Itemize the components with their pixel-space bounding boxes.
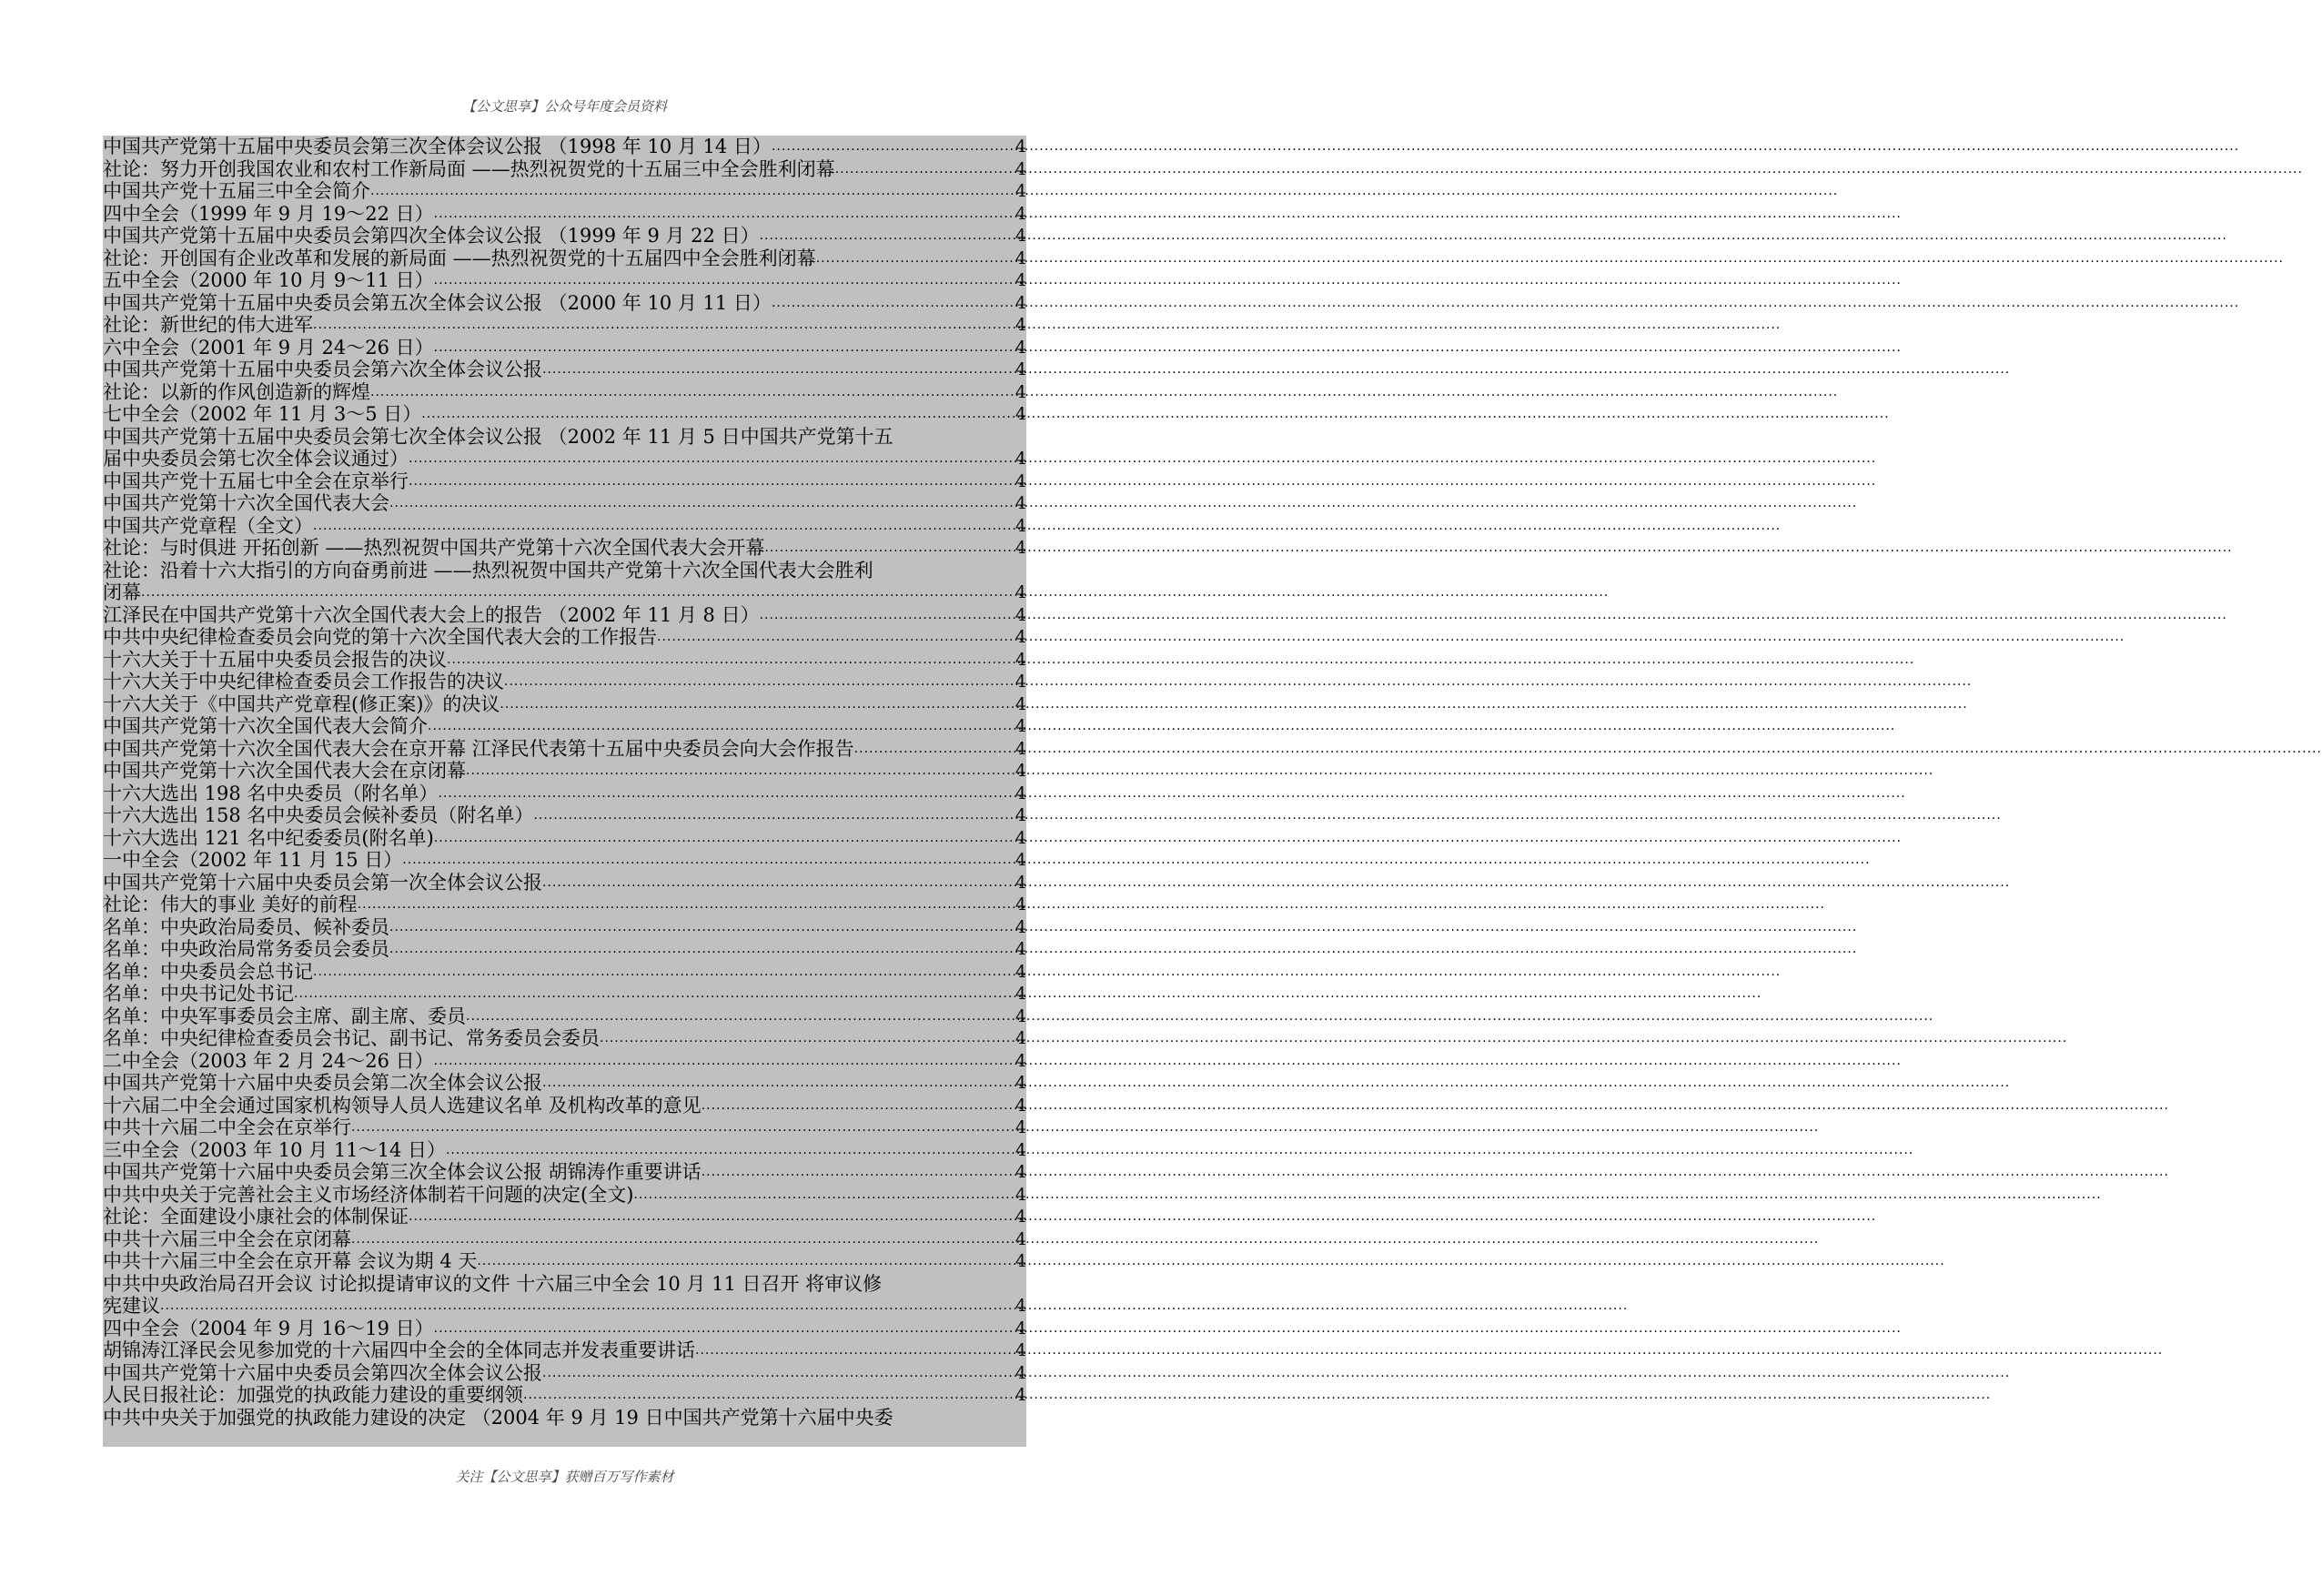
toc-entry[interactable] [103, 1139, 1026, 1162]
toc-entry-page: 4 [1015, 693, 1026, 714]
toc-entry-title: 中共中央纪律检查委员会向党的第十六次全国代表大会的工作报告 [103, 626, 657, 648]
dot-leader [466, 1005, 1015, 1028]
toc-entry-title: 社论：新世纪的伟大进军 [103, 314, 313, 336]
toc-entry[interactable] [103, 359, 1026, 381]
dot-leader [434, 337, 1015, 359]
toc-entry[interactable] [103, 426, 1026, 470]
toc-entry-page: 4 [1015, 1073, 1026, 1093]
toc-entry-title: 中共十六届三中全会在京开幕 会议为期 4 天 [103, 1250, 478, 1272]
toc-entry-page: 4 [1015, 203, 1026, 224]
toc-entry-title: 中国共产党第十六届中央委员会第四次全体会议公报 [103, 1361, 542, 1384]
toc-entry[interactable] [103, 537, 1026, 560]
page-footer: 关注【公文思享】获赠百万写作素材 [455, 1469, 674, 1485]
dot-leader [854, 738, 1015, 761]
toc-entry[interactable] [103, 470, 1026, 493]
toc-entry[interactable] [103, 1116, 1026, 1139]
toc-entry-title: 名单：中央委员会总书记 [103, 960, 313, 983]
toc-entry[interactable] [103, 827, 1026, 850]
toc-entry[interactable] [103, 158, 1026, 181]
toc-entry-page: 4 [1015, 1117, 1026, 1137]
dot-leader [477, 1250, 1015, 1273]
toc-entry-title: 中国共产党第十六届中央委员会第三次全体会议公报 胡锦涛作重要讲话 [103, 1161, 702, 1183]
dot-leader [695, 1339, 1015, 1362]
toc-entry-title: 社论：沿着十六大指引的方向奋勇前进 ——热烈祝贺中国共产党第十六次全国代表大会胜利 [103, 559, 873, 581]
toc-entry[interactable] [103, 1362, 1026, 1385]
toc-entry-title: 一中全会（2002 年 11 月 15 日） [103, 849, 403, 871]
toc-entry-title: 四中全会（1999 年 9 月 19～22 日） [103, 202, 434, 225]
toc-entry-title: 中共中央政治局召开会议 讨论拟提请审议的文件 十六届三中全会 10 月 11 日召开 将审议修 [103, 1272, 883, 1295]
toc-entry[interactable] [103, 693, 1026, 716]
dot-leader [389, 492, 1015, 515]
toc-entry-title: 中国共产党第十五届中央委员会第三次全体会议公报 （1998 年 10 月 14 日） [103, 136, 772, 157]
toc-entry-title: 胡锦涛江泽民会见参加党的十六届四中全会的全体同志并发表重要讲话 [103, 1339, 695, 1361]
toc-entry[interactable] [103, 1206, 1026, 1228]
toc-entry-title: 社论：以新的作风创造新的辉煌 [103, 380, 370, 403]
toc-entry-page: 4 [1015, 1184, 1026, 1205]
toc-entry[interactable] [103, 225, 1026, 247]
toc-entry[interactable] [103, 515, 1026, 538]
toc-entry-page: 4 [1015, 1296, 1026, 1316]
toc-entry-page: 4 [1015, 916, 1026, 937]
toc-entry[interactable] [103, 626, 1026, 649]
dot-leader [402, 849, 1015, 872]
dot-leader [657, 626, 1015, 649]
dot-leader [294, 983, 1015, 1005]
toc-entry-page: 4 [1015, 1139, 1026, 1160]
toc-entry-title: 十六大选出 121 名中纪委委员(附名单) [103, 826, 434, 849]
dot-leader [500, 693, 1015, 716]
dot-leader [633, 1184, 1015, 1207]
toc-entry[interactable] [103, 136, 1026, 158]
toc-entry-page: 4 [1015, 1095, 1026, 1116]
toc-entry-title: 名单：中央纪律检查委员会书记、副书记、常务委员会委员 [103, 1027, 600, 1049]
toc-entry-title: 四中全会（2004 年 9 月 16～19 日） [103, 1317, 434, 1339]
toc-entry-title-continued: 届中央委员会第七次全体会议通过） [103, 448, 409, 470]
toc-entry[interactable] [103, 671, 1026, 693]
toc-entry[interactable] [103, 961, 1026, 984]
toc-entry-page: 4 [1015, 984, 1026, 1004]
toc-entry-title: 十六大选出 158 名中央委员会候补委员（附名单） [103, 804, 534, 826]
dot-leader [313, 961, 1015, 984]
dot-leader [542, 1072, 1015, 1095]
toc-entry-page: 4 [1015, 270, 1026, 290]
toc-entry-page: 4 [1015, 649, 1026, 670]
toc-entry-page: 4 [1015, 627, 1026, 647]
dot-leader [434, 1050, 1015, 1073]
toc-entry-title: 社论：努力开创我国农业和农村工作新局面 ——热烈祝贺党的十五届三中全会胜利闭幕 [103, 157, 835, 180]
toc-entry[interactable] [103, 760, 1026, 783]
toc-entry-title: 社论：全面建设小康社会的体制保证 [103, 1206, 409, 1227]
toc-entry[interactable] [103, 938, 1026, 961]
toc-entry-title: 中国共产党第十六届中央委员会第一次全体会议公报 [103, 871, 542, 894]
dot-leader [772, 292, 1015, 315]
dot-leader [816, 247, 1015, 270]
dot-leader [141, 581, 1015, 604]
dot-leader [409, 1206, 1015, 1228]
dot-leader [447, 649, 1015, 672]
dot-leader [764, 537, 1015, 560]
dot-leader [428, 715, 1015, 738]
toc-entry-title: 中国共产党第十六次全国代表大会在京闭幕 [103, 760, 466, 782]
toc-entry-title: 十六大关于十五届中央委员会报告的决议 [103, 648, 447, 671]
toc-entry-page: 4 [1015, 1318, 1026, 1338]
toc-entry-title: 中共中央关于完善社会主义市场经济体制若干问题的决定(全文) [103, 1183, 634, 1206]
toc-entry[interactable] [103, 1027, 1026, 1050]
toc-entry[interactable] [103, 983, 1026, 1005]
dot-leader [760, 225, 1015, 247]
toc-entry-page: 4 [1015, 872, 1026, 893]
toc-entry-page: 4 [1015, 805, 1026, 825]
toc-entry[interactable] [103, 1407, 1026, 1429]
dot-leader [523, 1384, 1015, 1407]
toc-entry[interactable] [103, 1318, 1026, 1340]
dot-leader [600, 1027, 1015, 1050]
dot-leader [389, 916, 1015, 939]
toc-entry-title: 中国共产党第十五届中央委员会第五次全体会议公报 （2000 年 10 月 11 日） [103, 291, 772, 314]
toc-entry[interactable] [103, 337, 1026, 359]
toc-entry[interactable] [103, 292, 1026, 315]
toc-entry[interactable] [103, 1339, 1026, 1362]
dot-leader [438, 783, 1014, 805]
toc-entry-page: 4 [1015, 381, 1026, 402]
toc-entry[interactable] [103, 1273, 1026, 1318]
toc-entry[interactable] [103, 872, 1026, 894]
toc-entry[interactable] [103, 1250, 1026, 1273]
toc-entry-page: 4 [1015, 470, 1026, 491]
toc-entry[interactable] [103, 783, 1026, 805]
toc-entry-page: 4 [1015, 1162, 1026, 1182]
toc-entry-page: 4 [1015, 783, 1026, 803]
toc-entry-title: 中国共产党第十六次全国代表大会在京开幕 江泽民代表第十五届中央委员会向大会作报告 [103, 737, 854, 760]
dot-leader [313, 515, 1015, 538]
toc-entry-page: 4 [1015, 827, 1026, 848]
toc-entry-title: 中共中央关于加强党的执政能力建设的决定 （2004 年 9 月 19 日中国共产党第十六届中央委 [103, 1406, 893, 1429]
toc-entry-title: 十六大关于中央纪律检查委员会工作报告的决议 [103, 671, 504, 692]
toc-entry[interactable] [103, 1050, 1026, 1073]
toc-entry[interactable] [103, 715, 1026, 738]
toc-entry-title: 十六大关于《中国共产党章程(修正案)》的决议 [103, 692, 500, 715]
dot-leader [772, 136, 1015, 158]
toc-entry[interactable] [103, 849, 1026, 872]
toc-entry-page: 4 [1015, 359, 1026, 379]
page-header: 【公文思享】公众号年度会员资料 [461, 98, 667, 115]
dot-leader [434, 827, 1015, 850]
toc-entry-title: 中共十六届二中全会在京举行 [103, 1116, 351, 1138]
toc-entry-page: 4 [1015, 404, 1026, 424]
toc-entry-page: 4 [1015, 515, 1026, 536]
toc-entry-title: 中国共产党第十五届中央委员会第六次全体会议公报 [103, 359, 542, 380]
toc-entry-title: 中国共产党第十六次全国代表大会 [103, 492, 389, 514]
toc-entry-page: 4 [1015, 493, 1026, 513]
toc-entry-title: 社论：开创国有企业改革和发展的新局面 ——热烈祝贺党的十五届四中全会胜利闭幕 [103, 247, 816, 269]
toc-entry[interactable] [103, 604, 1026, 627]
toc-entry-page: 4 [1015, 761, 1026, 781]
toc-entry-page: 4 [1015, 1385, 1026, 1405]
toc-entry[interactable] [103, 381, 1026, 404]
toc-entry-page: 4 [1015, 247, 1026, 268]
toc-entry[interactable] [103, 1005, 1026, 1028]
toc-entry-page: 4 [1015, 961, 1026, 982]
toc-entry[interactable] [103, 649, 1026, 672]
toc-entry[interactable] [103, 804, 1026, 827]
toc-entry-page: 4 [1015, 1251, 1026, 1271]
toc-entry-title: 中国共产党第十五届中央委员会第四次全体会议公报 （1999 年 9 月 22 日） [103, 225, 760, 247]
toc-entry-page: 4 [1015, 181, 1026, 201]
toc-entry[interactable] [103, 1184, 1026, 1207]
toc-entry-page: 4 [1015, 337, 1026, 358]
dot-leader [533, 804, 1014, 827]
toc-entry-title: 名单：中央军事委员会主席、副主席、委员 [103, 1005, 466, 1027]
dot-leader [160, 1295, 1015, 1318]
toc-entry[interactable] [103, 1161, 1026, 1184]
toc-entry-page: 4 [1015, 1207, 1026, 1227]
dot-leader [434, 269, 1015, 292]
toc-entry[interactable] [103, 203, 1026, 226]
toc-entry-page: 4 [1015, 449, 1026, 469]
toc-entry-page: 4 [1015, 716, 1026, 736]
dot-leader [434, 203, 1015, 226]
dot-leader [835, 158, 1015, 181]
toc-entry-page: 4 [1015, 1340, 1026, 1360]
toc-entry[interactable] [103, 1095, 1026, 1117]
dot-leader [542, 359, 1015, 381]
toc-entry[interactable] [103, 916, 1026, 939]
toc-entry-page: 4 [1015, 226, 1026, 246]
toc-entry[interactable] [103, 180, 1026, 203]
toc-entry-page: 4 [1015, 894, 1026, 914]
dot-leader [351, 1228, 1015, 1251]
dot-leader [446, 1139, 1015, 1162]
dot-leader [389, 938, 1015, 961]
toc-entry-page: 4 [1015, 315, 1026, 335]
toc-entry-page: 4 [1015, 582, 1026, 602]
toc-entry[interactable] [103, 738, 1026, 761]
toc-entry-title: 中国共产党第十五届中央委员会第七次全体会议公报 （2002 年 11 月 5 日中国共产党第十五 [103, 425, 893, 448]
dot-leader [760, 604, 1015, 627]
toc-entry[interactable] [103, 269, 1026, 292]
toc-entry-page: 4 [1015, 850, 1026, 870]
toc-entry[interactable] [103, 1384, 1026, 1407]
toc-entry[interactable] [103, 1072, 1026, 1095]
toc-entry-title: 社论：与时俱进 开拓创新 ——热烈祝贺中国共产党第十六次全国代表大会开幕 [103, 537, 765, 559]
toc-entry-page: 4 [1015, 136, 1026, 157]
toc-entry-page: 4 [1015, 538, 1026, 558]
toc-entry-title: 中国共产党十五届三中全会简介 [103, 180, 370, 202]
toc-entry-title: 中国共产党章程（全文） [103, 514, 313, 537]
toc-entry-title: 五中全会（2000 年 10 月 9～11 日） [103, 269, 434, 291]
toc-entry[interactable] [103, 314, 1026, 337]
toc-entry-title: 二中全会（2003 年 2 月 24～26 日） [103, 1049, 434, 1072]
toc-entry-title-continued: 闭幕 [103, 581, 141, 603]
toc-entry-page: 4 [1015, 939, 1026, 959]
toc-entry-page: 4 [1015, 1005, 1026, 1026]
toc-entry[interactable] [103, 560, 1026, 604]
toc-entry-title: 人民日报社论：加强党的执政能力建设的重要纲领 [103, 1384, 523, 1406]
dot-leader [409, 448, 1015, 470]
toc-entry-page: 4 [1015, 1362, 1026, 1383]
dot-leader [370, 180, 1015, 203]
toc-entry-title: 中共十六届三中全会在京闭幕 [103, 1227, 351, 1250]
toc-entry-page: 4 [1015, 158, 1026, 179]
toc-entry-title: 名单：中央书记处书记 [103, 983, 294, 1005]
toc-entry-title: 三中全会（2003 年 10 月 11～14 日） [103, 1138, 446, 1161]
toc-entry-title: 十六届二中全会通过国家机构领导人员人选建议名单 及机构改革的意见 [103, 1094, 702, 1116]
dot-leader [313, 314, 1015, 337]
toc-entry-title: 六中全会（2001 年 9 月 24～26 日） [103, 336, 434, 359]
toc-entry-title: 中国共产党第十六次全国代表大会简介 [103, 715, 428, 737]
toc-entry-page: 4 [1015, 738, 1026, 759]
toc-entry-page: 4 [1015, 1228, 1026, 1249]
toc-entry-title: 十六大选出 198 名中央委员（附名单） [103, 782, 439, 804]
dot-leader [466, 760, 1015, 783]
dot-leader [702, 1095, 1015, 1117]
toc-entry-title: 中国共产党十五届七中全会在京举行 [103, 470, 409, 492]
toc-entry-title: 江泽民在中国共产党第十六次全国代表大会上的报告 （2002 年 11 月 8 日） [103, 603, 760, 626]
toc-entry[interactable] [103, 1228, 1026, 1251]
toc-entry[interactable] [103, 247, 1026, 270]
dot-leader [542, 1362, 1015, 1385]
toc-entry-page: 4 [1015, 672, 1026, 692]
toc-entry-title: 中国共产党第十六届中央委员会第二次全体会议公报 [103, 1072, 542, 1094]
dot-leader [409, 470, 1015, 493]
toc-entry-title-continued: 宪建议 [103, 1295, 160, 1317]
dot-leader [434, 1318, 1015, 1340]
toc-entry-title: 名单：中央政治局委员、候补委员 [103, 915, 389, 938]
toc-entry[interactable] [103, 403, 1026, 426]
toc-entry[interactable] [103, 492, 1026, 515]
dot-leader [370, 381, 1015, 404]
toc-entry-title: 七中全会（2002 年 11 月 3～5 日） [103, 403, 422, 425]
dot-leader [421, 403, 1015, 426]
toc-entry-title: 社论：伟大的事业 美好的前程 [103, 894, 358, 915]
dot-leader [351, 1116, 1015, 1139]
dot-leader [542, 872, 1015, 894]
toc-entry-page: 4 [1015, 1050, 1026, 1071]
toc-entry-page: 4 [1015, 604, 1026, 625]
toc-entry-page: 4 [1015, 292, 1026, 313]
toc-entry-title: 名单：中央政治局常务委员会委员 [103, 938, 389, 960]
toc-entry-page: 4 [1015, 1028, 1026, 1048]
toc-entry[interactable] [103, 894, 1026, 916]
dot-leader [702, 1161, 1015, 1184]
dot-leader [358, 894, 1015, 916]
table-of-contents [103, 136, 1026, 1447]
dot-leader [504, 671, 1015, 693]
